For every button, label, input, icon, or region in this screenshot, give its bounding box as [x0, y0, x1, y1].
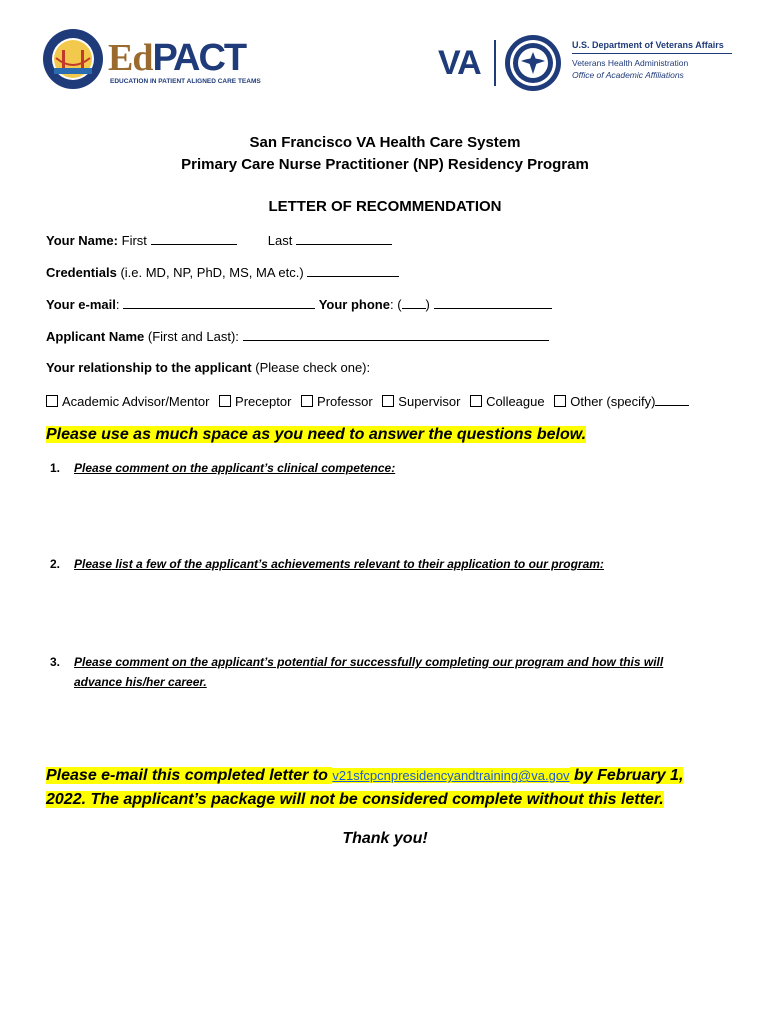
checkbox[interactable]: [301, 395, 313, 407]
va-text-lines: [572, 40, 732, 80]
option-professor[interactable]: Professor: [301, 394, 373, 409]
first-label: First: [121, 233, 147, 248]
option-preceptor[interactable]: Preceptor: [219, 394, 291, 409]
phone-area-code-field[interactable]: [402, 296, 426, 309]
checkbox[interactable]: [382, 395, 394, 407]
closing-deadline: by February 1,: [569, 767, 684, 784]
edpact-logo: [42, 28, 262, 92]
credentials-field[interactable]: [307, 264, 399, 277]
contact-row: Your e-mail: Your phone: ( ): [46, 296, 552, 312]
va-department: U.S. Department of Veterans Affairs: [572, 40, 732, 54]
closing-prefix: Please e-mail this completed letter to: [46, 767, 328, 784]
option-other[interactable]: Other (specify): [554, 394, 689, 409]
thank-you-text: Thank you!: [342, 830, 428, 847]
relationship-label: Your relationship to the applicant: [46, 360, 252, 375]
org-title: San Francisco VA Health Care System: [249, 134, 521, 151]
edpact-seal-icon: [42, 28, 104, 90]
phone-paren-open: : (: [389, 297, 402, 312]
program-title: Primary Care Nurse Practitioner (NP) Residency Program: [181, 156, 589, 173]
name-label: Your Name:: [46, 233, 118, 248]
name-row: [46, 232, 392, 248]
submission-email-link[interactable]: v21sfcpcnpresidencyandtraining@va.gov: [332, 768, 570, 783]
email-field[interactable]: [123, 296, 315, 309]
last-label: Last: [267, 233, 293, 248]
applicant-label: Applicant Name: [46, 329, 145, 344]
edpact-tagline: EDUCATION IN PATIENT ALIGNED CARE TEAMS: [110, 78, 261, 85]
checkbox[interactable]: [219, 395, 231, 407]
instruction-text: Please use as much space as you need to answer the questions below.: [46, 426, 587, 443]
credentials-label: Credentials: [46, 265, 117, 280]
va-office: Office of Academic Affiliations: [572, 70, 684, 80]
phone-label: Your phone: [318, 297, 390, 312]
relationship-options: [46, 393, 695, 409]
question-1: 1. Please comment on the applicant’s clinical competence:: [50, 461, 396, 475]
email-label: Your e-mail: [46, 297, 116, 312]
edpact-wordmark: EdPACT: [108, 37, 246, 79]
checkbox[interactable]: [470, 395, 482, 407]
va-divider: [494, 40, 496, 86]
applicant-hint: (First and Last):: [147, 329, 239, 344]
checkbox[interactable]: [554, 395, 566, 407]
va-seal-icon: [504, 34, 562, 92]
other-specify-field[interactable]: [655, 393, 689, 406]
phone-paren-close: ): [425, 297, 430, 312]
applicant-row: [46, 328, 549, 344]
va-wordmark: VA: [438, 44, 481, 82]
first-name-field[interactable]: [151, 232, 237, 245]
question-3: 3. Please comment on the applicant’s potential for successfully completing our program and how this will advance his/her career.: [50, 655, 664, 689]
document-titles: [0, 132, 770, 176]
closing-line-2: 2022. The applicant’s package will not be considered complete without this letter.: [46, 791, 664, 808]
relationship-row: [46, 360, 370, 375]
option-academic-advisor[interactable]: Academic Advisor/Mentor: [46, 394, 209, 409]
checkbox[interactable]: [46, 395, 58, 407]
credentials-row: [46, 264, 399, 280]
option-supervisor[interactable]: Supervisor: [382, 394, 460, 409]
va-logo: [438, 34, 738, 94]
va-administration: Veterans Health Administration: [572, 58, 689, 68]
last-name-field[interactable]: [296, 232, 392, 245]
applicant-name-field[interactable]: [243, 328, 549, 341]
closing-text: [46, 764, 736, 812]
letter-title: LETTER OF RECOMMENDATION: [268, 198, 502, 215]
credentials-hint: (i.e. MD, NP, PhD, MS, MA etc.): [120, 265, 304, 280]
question-2: 2. Please list a few of the applicant’s achievements relevant to their application to our program:: [50, 557, 604, 571]
relationship-hint: (Please check one):: [255, 360, 371, 375]
phone-number-field[interactable]: [434, 296, 552, 309]
option-colleague[interactable]: Colleague: [470, 394, 545, 409]
